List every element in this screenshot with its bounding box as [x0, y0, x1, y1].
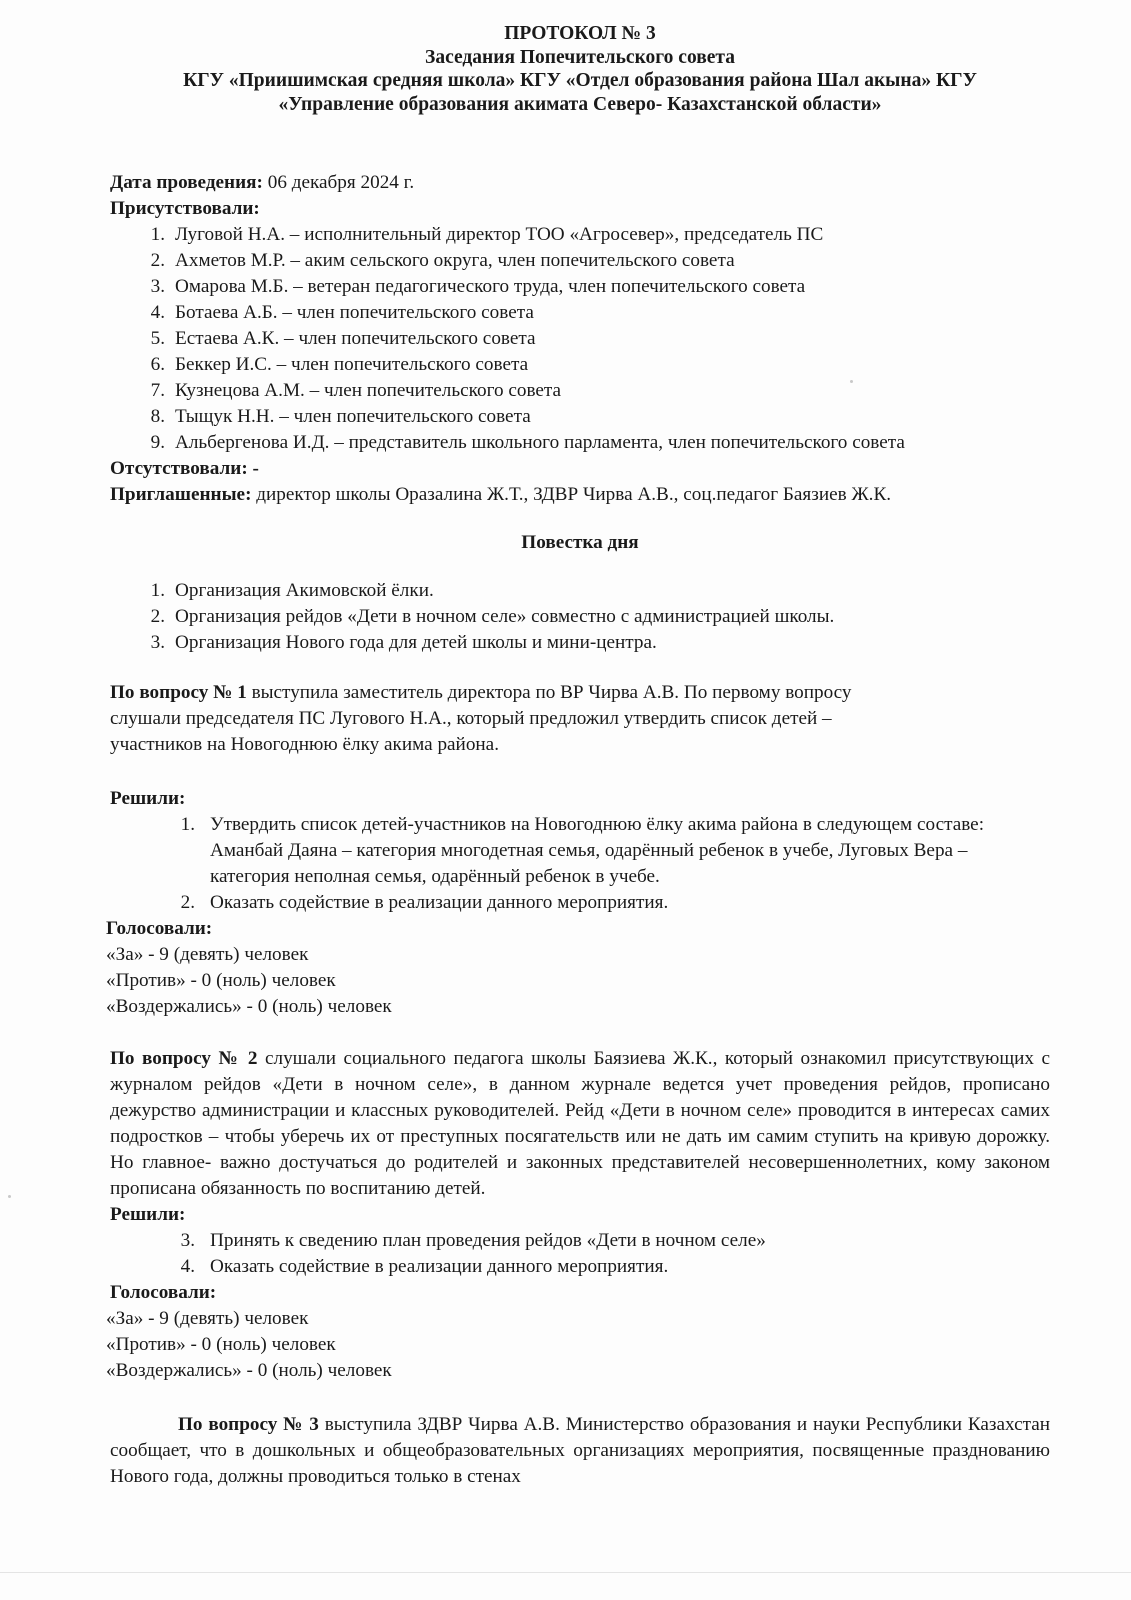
invited-label: Приглашенные:	[110, 484, 252, 505]
absent-label: Отсутствовали: -	[110, 458, 259, 479]
list-item: 6. Беккер И.С. – член попечительского совета	[150, 354, 529, 375]
question-2-paragraph: По вопросу № 2 слушали социального педагога школы Баязиева Ж.К., который ознакомил присутствующих с журналом рейдов «Дети в ночном селе», в данном журнале ведется учет проведения рейдов, прописано дежурство администрации и классных руководителей. Рейд «Дети в ночном селе» проводится в интересах самих подростков – чтобы уберечь их от преступных посягательств или не дать им самим ступить на кривую дорожку. Но главное- важно достучаться до родителей и законных представителей несовершеннолетних, кому законом прописана обязанность по воспитанию детей.	[110, 1048, 1050, 1199]
question-3-paragraph: По вопросу № 3 выступила ЗДВР Чирва А.В. Министерство образования и науки Республики Казахстан сообщает, что в дошкольных и общеобразовательных организациях мероприятия, посвященные празднованию Нового года, должны проводиться только в стенах	[110, 1414, 1050, 1487]
question-1-paragraph: По вопросу № 1 выступила заместитель директора по ВР Чирва А.В. По первому вопросу слушали председателя ПС Лугового Н.А., который предложил утвердить список детей – участников на Новогоднюю ёлку акима района.	[110, 682, 852, 755]
invited-line	[110, 482, 1050, 508]
protocol-subtitle: Заседания Попечительского совета	[425, 46, 735, 68]
list-item: 3. Омарова М.Б. – ветеран педагогического труда, член попечительского совета	[150, 276, 806, 297]
list-item: 7. Кузнецова А.М. – член попечительского совета	[150, 380, 562, 401]
vote-against: «Против» - 0 (ноль) человек	[106, 970, 336, 991]
list-item: 2. Оказать содействие в реализации данного мероприятия.	[180, 892, 669, 913]
list-item: 2. Ахметов М.Р. – аким сельского округа, член попечительского совета	[150, 250, 735, 271]
list-item: 5. Естаева А.К. – член попечительского совета	[150, 328, 536, 349]
list-item: 4. Оказать содействие в реализации данного мероприятия.	[180, 1256, 669, 1277]
voted-label: Голосовали:	[110, 1282, 217, 1303]
voted-label: Голосовали:	[106, 918, 213, 939]
present-label: Присутствовали:	[110, 198, 260, 219]
list-item: 2. Организация рейдов «Дети в ночном селе» совместно с администрацией школы.	[150, 606, 835, 627]
document-body	[106, 22, 1050, 1490]
date-label: Дата проведения:	[110, 172, 263, 193]
vote-against: «Против» - 0 (ноль) человек	[106, 1334, 336, 1355]
decisions-list	[110, 812, 1050, 916]
scan-edge	[0, 1572, 1131, 1573]
decided-label: Решили:	[110, 1204, 186, 1225]
list-item: 4. Ботаева А.Б. – член попечительского совета	[150, 302, 534, 323]
decided-label: Решили:	[110, 788, 186, 809]
date-value: 06 декабря 2024 г.	[262, 172, 415, 193]
list-item: 3. Принять к сведению план проведения рейдов «Дети в ночном селе»	[180, 1230, 766, 1251]
invited-value: директор школы Оразалина Ж.Т., ЗДВР Чирва А.В., соц.педагог Баязиев Ж.К.	[251, 484, 892, 505]
question-1-label: По вопросу № 1	[110, 682, 247, 703]
list-item: 9. Альбергенова И.Д. – представитель школьного парламента, член попечительского совета	[150, 432, 905, 453]
decisions-list	[110, 1228, 1050, 1280]
list-item: 3. Организация Нового года для детей школы и мини-центра.	[150, 632, 657, 653]
question-3-label: По вопросу № 3	[178, 1414, 319, 1435]
vote-for: «За» - 9 (девять) человек	[106, 1308, 309, 1329]
agenda-title: Повестка дня	[521, 532, 639, 553]
list-item: 1. Луговой Н.А. – исполнительный директор ТОО «Агросевер», председатель ПС	[150, 224, 824, 245]
agenda-list	[110, 578, 1050, 656]
protocol-title: ПРОТОКОЛ № 3	[504, 23, 656, 44]
vote-for: «За» - 9 (девять) человек	[106, 944, 309, 965]
scan-speck	[8, 1195, 11, 1198]
organization-line-1: КГУ «Приишимская средняя школа» КГУ «Отдел образования района Шал акына» КГУ	[183, 70, 977, 91]
vote-abstain: «Воздержались» - 0 (ноль) человек	[106, 1360, 392, 1381]
present-list	[110, 222, 1050, 456]
meeting-date	[110, 170, 1050, 196]
organization-line-2: «Управление образования акимата Северо- Казахстанской области»	[278, 93, 882, 115]
list-item: 8. Тыщук Н.Н. – член попечительского совета	[150, 406, 531, 427]
list-item: 1. Утвердить список детей-участников на Новогоднюю ёлку акима района в следующем составе: Аманбай Даяна – категория многодетная семья, одарённый ребенок в учебе, Луговых Вера – категория неполная семья, одарённый ребенок в учебе.	[180, 814, 985, 887]
question-2-label: По вопросу № 2	[110, 1048, 258, 1069]
vote-abstain: «Воздержались» - 0 (ноль) человек	[106, 996, 392, 1017]
list-item: 1. Организация Акимовской ёлки.	[150, 580, 434, 601]
